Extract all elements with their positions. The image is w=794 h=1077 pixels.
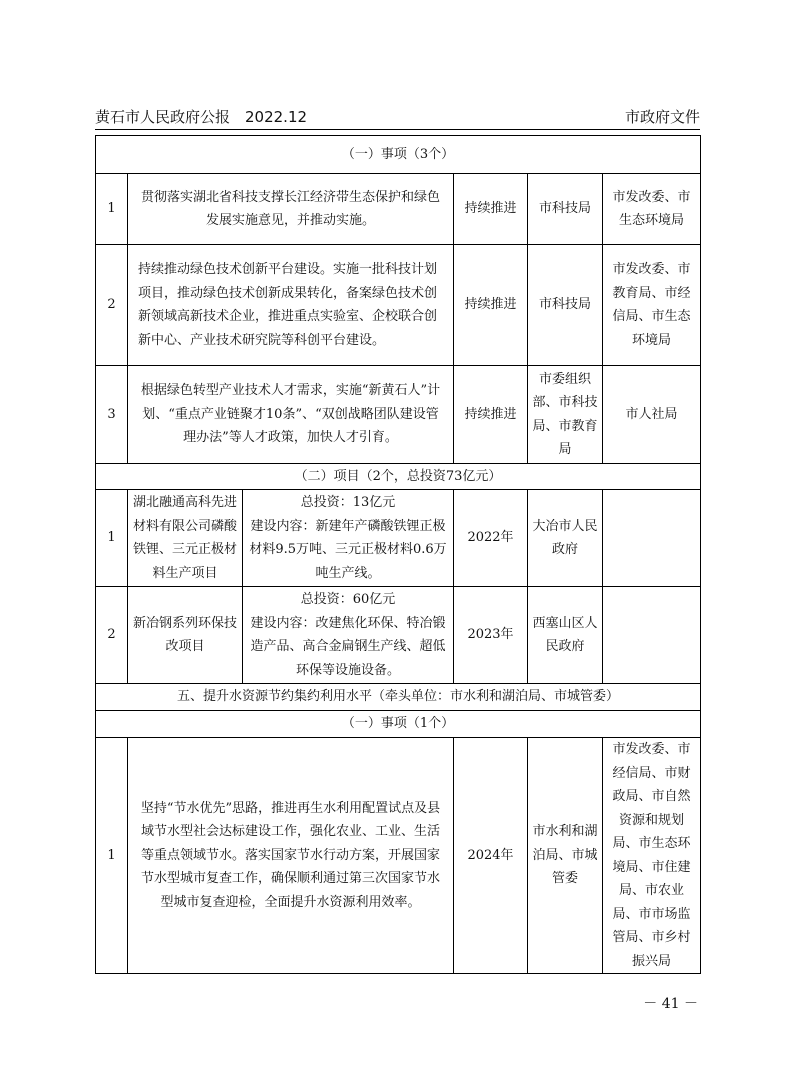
- row-number: 1: [96, 738, 128, 974]
- coop-unit: 市发改委、市生态环境局: [603, 174, 701, 245]
- task-content: 贯彻落实湖北省科技支撑长江经济带生态保护和绿色发展实施意见，并推动实施。: [128, 174, 454, 245]
- task-time: 持续推进: [454, 245, 528, 366]
- project-details: [243, 490, 454, 587]
- document-type: 市政府文件: [624, 108, 700, 126]
- table-row: [96, 587, 701, 684]
- project-year: 2022年: [454, 490, 528, 587]
- row-number: 1: [96, 174, 128, 245]
- coop-unit: [603, 587, 701, 684]
- task-time: 2024年: [454, 738, 528, 974]
- row-number: 2: [96, 245, 128, 366]
- task-table: [95, 135, 701, 974]
- coop-unit: 市人社局: [603, 366, 701, 464]
- chapter-heading: 五、提升水资源节约集约利用水平（牵头单位：市水利和湖泊局、市城管委）: [96, 684, 701, 711]
- row-number: 2: [96, 587, 128, 684]
- page-header: [95, 106, 700, 128]
- task-content: 坚持“节水优先”思路，推进再生水利用配置试点及县域节水型社会达标建设工作，强化农业、工业、生活等重点领域节水。落实国家节水行动方案，开展国家节水型城市复查工作，确保顺利通过第三次国家节水型城市复查迎检，全面提升水资源利用效率。: [128, 738, 454, 974]
- coop-unit: 市发改委、市教育局、市经信局、市生态环境局: [603, 245, 701, 366]
- project-details: [243, 587, 454, 684]
- table-row: [96, 245, 701, 366]
- header-rule: [95, 129, 700, 130]
- lead-unit: 市科技局: [528, 245, 603, 366]
- table-row: [96, 174, 701, 245]
- project-year: 2023年: [454, 587, 528, 684]
- row-number: 1: [96, 490, 128, 587]
- task-time: 持续推进: [454, 366, 528, 464]
- project-investment: 总投资：60亿元: [300, 592, 396, 607]
- lead-unit: 大冶市人民政府: [528, 490, 603, 587]
- table-row: [96, 490, 701, 587]
- section-title-row: [96, 136, 701, 174]
- project-content: 建设内容：新建年产磷酸铁锂正极材料9.5万吨、三元正极材料0.6万吨生产线。: [249, 518, 447, 581]
- lead-unit: 市科技局: [528, 174, 603, 245]
- project-name: 湖北融通高科先进材料有限公司磷酸铁锂、三元正极材料生产项目: [128, 490, 243, 587]
- chapter-heading-row: [96, 684, 701, 711]
- page-number: － 41 －: [643, 996, 698, 1012]
- task-content: 根据绿色转型产业技术人才需求，实施“新黄石人”计划、“重点产业链聚才10条”、“双创战略团队建设管理办法”等人才政策，加快人才引育。: [128, 366, 454, 464]
- gazette-title: 黄石市人民政府公报 2022.12: [95, 108, 308, 126]
- lead-unit: 西塞山区人民政府: [528, 587, 603, 684]
- section-title: （二）项目（2个，总投资73亿元）: [96, 464, 701, 490]
- table-row: [96, 738, 701, 974]
- row-number: 3: [96, 366, 128, 464]
- task-time: 持续推进: [454, 174, 528, 245]
- project-name: 新冶钢系列环保技改项目: [128, 587, 243, 684]
- section-title: （一）事项（3个）: [96, 136, 701, 174]
- project-content: 建设内容：改建焦化环保、特冶锻造产品、高合金扁钢生产线、超低环保等设施设备。: [250, 615, 446, 678]
- coop-unit: [603, 490, 701, 587]
- project-investment: 总投资：13亿元: [300, 495, 396, 510]
- task-content: 持续推动绿色技术创新平台建设。实施一批科技计划项目，推动绿色技术创新成果转化，备案绿色技术创新领域高新技术企业，推进重点实验室、企校联合创新中心、产业技术研究院等科创平台建设。: [128, 245, 454, 366]
- lead-unit: 市委组织部、市科技局、市教育局: [528, 366, 603, 464]
- section-title: （一）事项（1个）: [96, 711, 701, 738]
- section-title-row: [96, 711, 701, 738]
- coop-unit: 市发改委、市经信局、市财政局、市自然资源和规划局、市生态环境局、市住建局、市农业局、市市场监管局、市乡村振兴局: [603, 738, 701, 974]
- section-title-row: [96, 464, 701, 490]
- lead-unit: 市水利和湖泊局、市城管委: [528, 738, 603, 974]
- table-row: [96, 366, 701, 464]
